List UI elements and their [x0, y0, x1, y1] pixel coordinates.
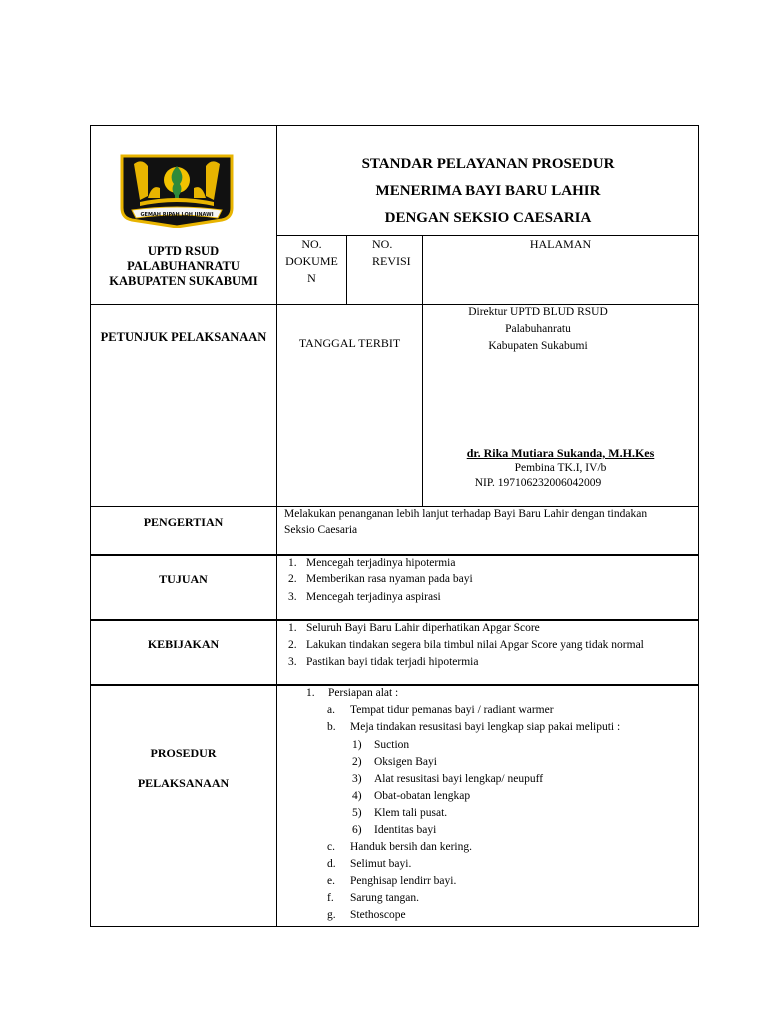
tujuan-label: TUJUAN [159, 572, 208, 586]
prosedur-step-number: 1. [306, 687, 315, 699]
kebijakan-item-text: Seluruh Bayi Baru Lahir diperhatikan Apgar Score [306, 622, 540, 634]
signer-rank: Pembina TK.I, IV/b [514, 462, 607, 474]
org-name-line-1: UPTD RSUD [147, 244, 220, 258]
document-title-line-3: DENGAN SEKSIO CAESARIA [384, 210, 592, 226]
petunjuk-pelaksanaan-label: PETUNJUK PELAKSANAAN [100, 330, 267, 344]
alat-resusitasi-text: Klem tali pusat. [374, 807, 448, 819]
no-revisi-label-line-2: REVISI [372, 254, 411, 268]
kebijakan-item [288, 654, 478, 671]
prosedur-sub-text: Penghisap lendirr bayi. [350, 875, 457, 887]
alat-resusitasi-number: 4) [352, 790, 362, 802]
alat-resusitasi-text: Oksigen Bayi [374, 756, 437, 768]
kabupaten-sukabumi-logo [118, 154, 236, 228]
tujuan-item-text: Memberikan rasa nyaman pada bayi [306, 573, 473, 585]
document-title-line-2: MENERIMA BAYI BARU LAHIR [375, 183, 601, 199]
tujuan-item-text: Mencegah terjadinya aspirasi [306, 591, 441, 603]
prosedur-sub-letter: a. [327, 704, 335, 716]
alat-resusitasi-number: 6) [352, 824, 362, 836]
tujuan-item-number: 3. [288, 591, 297, 603]
kebijakan-item-text: Pastikan bayi tidak terjadi hipotermia [306, 656, 479, 668]
alat-resusitasi-item [352, 754, 437, 771]
prosedur-sub-item [327, 839, 472, 856]
pengertian-label: PENGERTIAN [143, 515, 224, 529]
alat-resusitasi-number: 2) [352, 756, 362, 768]
kebijakan-label: KEBIJAKAN [147, 637, 220, 651]
prosedur-sub-item [327, 873, 456, 890]
tujuan-item [288, 589, 441, 606]
no-dokumen-label-line-2: DOKUME [285, 254, 338, 268]
pengertian-text-line-2: Seksio Caesaria [284, 524, 358, 536]
prosedur-sub-item [327, 719, 620, 736]
pengertian-text-line-1: Melakukan penanganan lebih lanjut terhadap Bayi Baru Lahir dengan tindakan [284, 508, 648, 520]
prosedur-sub-letter: b. [327, 721, 336, 733]
alat-resusitasi-item [352, 737, 409, 754]
signer-nip: NIP. 197106232006042009 [474, 477, 602, 489]
alat-resusitasi-text: Identitas bayi [374, 824, 437, 836]
alat-resusitasi-item [352, 771, 543, 788]
prosedur-sub-item [327, 702, 554, 719]
prosedur-sub-item [327, 907, 406, 924]
director-line-1: Direktur UPTD BLUD RSUD [468, 306, 608, 318]
director-line-2: Palabuhanratu [505, 323, 571, 335]
prosedur-label-line-2: PELAKSANAAN [137, 776, 230, 790]
no-revisi-label-line-1: NO. [372, 237, 393, 251]
kebijakan-item [288, 620, 540, 637]
alat-resusitasi-item [352, 805, 447, 822]
signer-name: dr. Rika Mutiara Sukanda, M.H.Kes [466, 446, 655, 460]
halaman-label: HALAMAN [529, 237, 592, 251]
prosedur-sub-item [327, 890, 419, 907]
kebijakan-item-number: 1. [288, 622, 297, 634]
director-line-3: Kabupaten Sukabumi [488, 340, 588, 352]
kebijakan-item [288, 637, 644, 654]
alat-resusitasi-text: Obat-obatan lengkap [374, 790, 471, 802]
table-border-bottom [90, 926, 699, 927]
kebijakan-item-number: 3. [288, 656, 297, 668]
alat-resusitasi-text: Suction [374, 739, 410, 751]
tujuan-item-number: 2. [288, 573, 297, 585]
prosedur-sub-letter: g. [327, 909, 336, 921]
svg-text:GEMAH RIPAH LOH JINAWI: GEMAH RIPAH LOH JINAWI [140, 212, 214, 218]
alat-resusitasi-item [352, 822, 436, 839]
prosedur-sub-item [327, 856, 411, 873]
prosedur-sub-text: Handuk bersih dan kering. [350, 841, 472, 853]
prosedur-step [306, 685, 398, 702]
kebijakan-item-text: Lakukan tindakan segera bila timbul nilai Apgar Score yang tidak normal [306, 639, 644, 651]
tujuan-item [288, 571, 473, 588]
prosedur-sub-text: Tempat tidur pemanas bayi / radiant warmer [350, 704, 554, 716]
tujuan-item-number: 1. [288, 557, 297, 569]
tujuan-item [288, 555, 455, 572]
prosedur-label-line-1: PROSEDUR [150, 746, 217, 760]
alat-resusitasi-number: 5) [352, 807, 362, 819]
document-title-line-1: STANDAR PELAYANAN PROSEDUR [361, 156, 615, 172]
prosedur-sub-letter: e. [327, 875, 335, 887]
org-name-line-2: PALABUHANRATU [127, 259, 240, 273]
prosedur-sub-text: Sarung tangan. [350, 892, 419, 904]
alat-resusitasi-item [352, 788, 470, 805]
alat-resusitasi-number: 3) [352, 773, 362, 785]
alat-resusitasi-text: Alat resusitasi bayi lengkap/ neupuff [374, 773, 544, 785]
table-border-right [698, 125, 699, 927]
kebijakan-item-number: 2. [288, 639, 297, 651]
tujuan-item-text: Mencegah terjadinya hipotermia [306, 557, 456, 569]
dokumen-revisi-divider [346, 235, 347, 304]
tanggal-terbit-label: TANGGAL TERBIT [298, 336, 401, 350]
prosedur-sub-letter: c. [327, 841, 335, 853]
prosedur-sub-letter: f. [327, 892, 334, 904]
prosedur-sub-text: Meja tindakan resusitasi bayi lengkap siap pakai meliputi : [350, 721, 621, 733]
prosedur-sub-letter: d. [327, 858, 336, 870]
no-dokumen-label-line-1: NO. [301, 237, 322, 251]
prosedur-sub-text: Selimut bayi. [350, 858, 412, 870]
alat-resusitasi-number: 1) [352, 739, 362, 751]
prosedur-step-text: Persiapan alat : [328, 687, 399, 699]
org-name-line-3: KABUPATEN SUKABUMI [109, 274, 258, 288]
no-dokumen-label-line-3: N [307, 271, 316, 285]
table-border-top [90, 125, 699, 126]
prosedur-sub-text: Stethoscope [350, 909, 406, 921]
